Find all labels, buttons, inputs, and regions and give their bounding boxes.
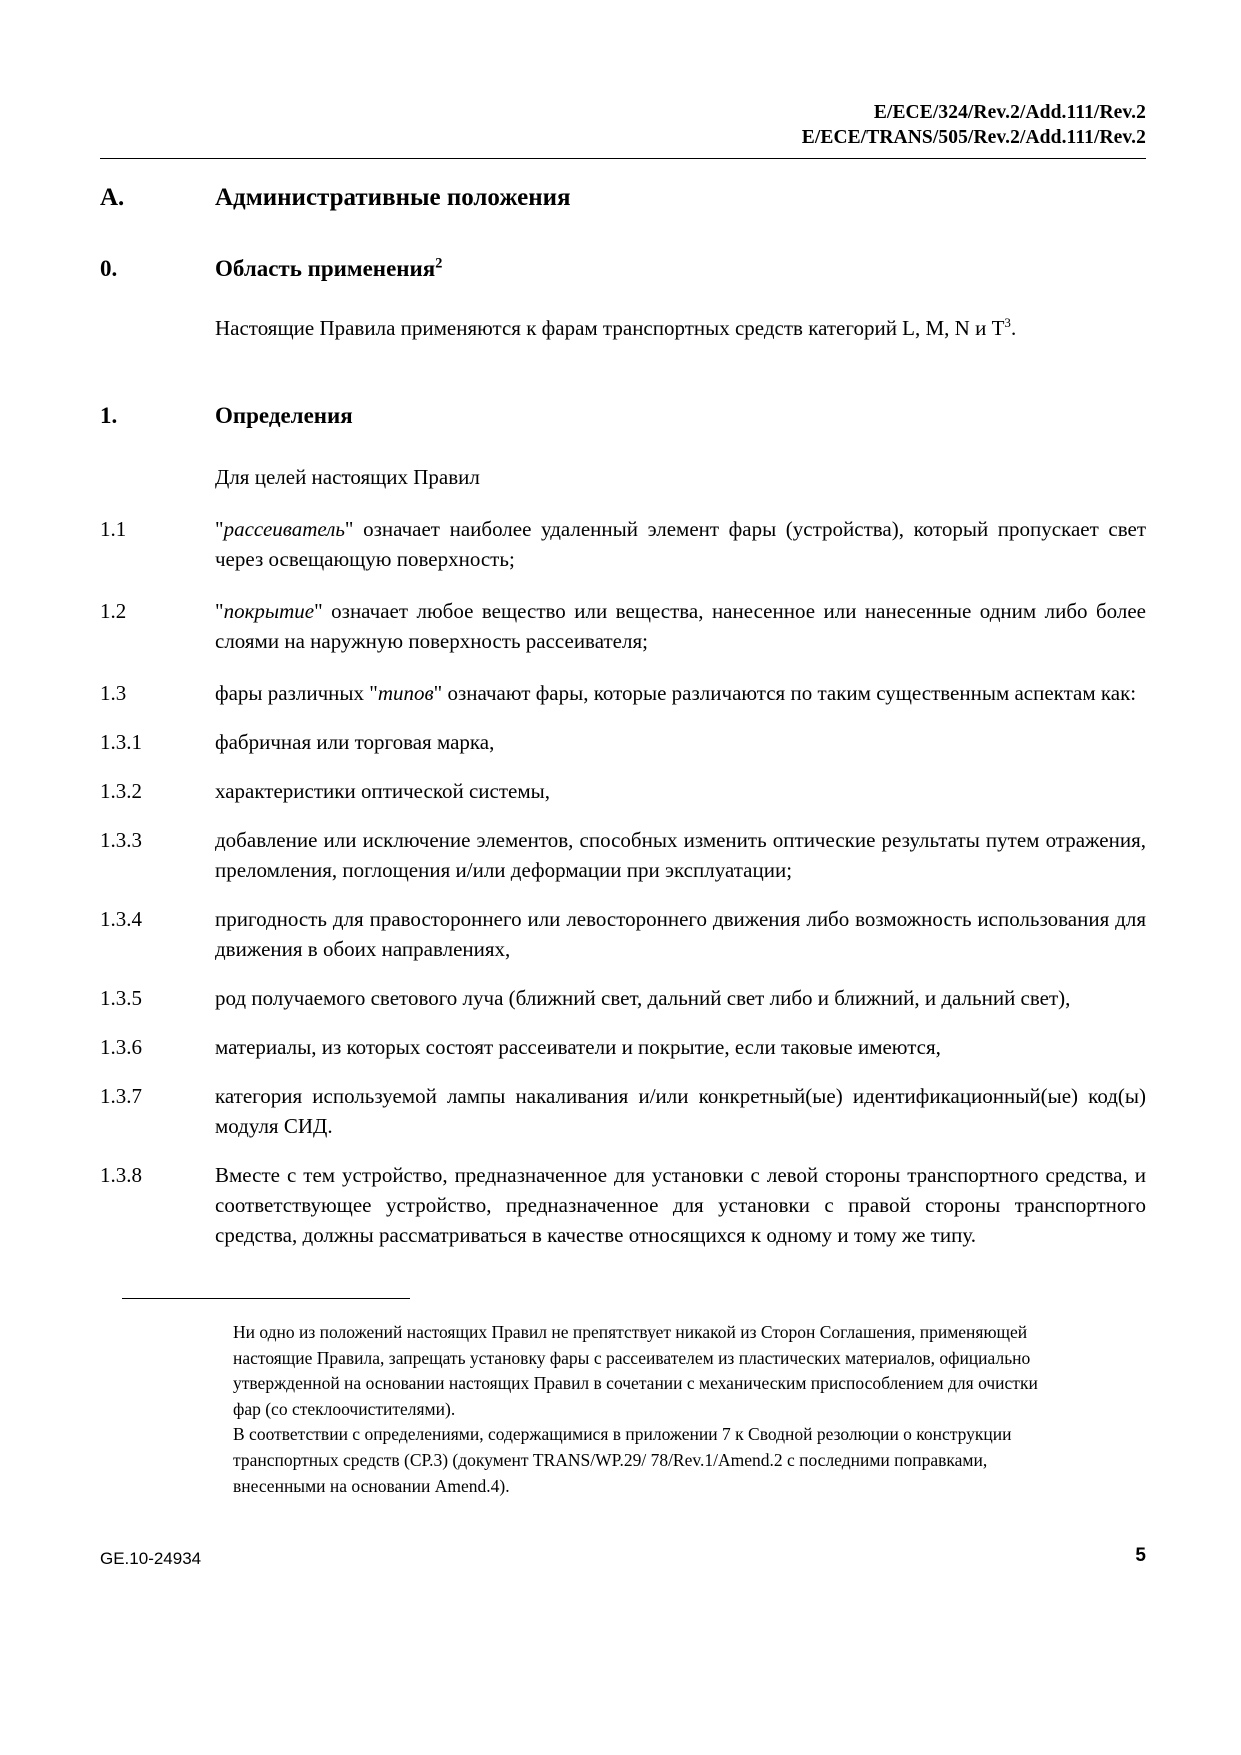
definition-item-body: категория используемой лампы накаливания и/или конкретный(ые) идентификационный(ые) код(ы) модуля СИД. bbox=[215, 1084, 1146, 1138]
heading-section-0-number: 0. bbox=[100, 256, 118, 281]
definition-item bbox=[100, 983, 1146, 1013]
definition-item-body: род получаемого светового луча (ближний свет, дальний свет либо и ближний, и дальний свет), bbox=[215, 986, 1071, 1010]
definitions-list bbox=[100, 514, 1146, 1250]
definition-item-body: " означает любое вещество или вещества, нанесенное или нанесенные одним либо более слоями на наружную поверхность рассеивателя; bbox=[215, 599, 1146, 653]
definition-item-text bbox=[215, 1081, 1146, 1141]
definition-item-number: 1.3.1 bbox=[100, 730, 142, 754]
definition-item bbox=[100, 596, 1146, 656]
definition-item-text bbox=[215, 514, 1146, 574]
definition-item-number: 1.3 bbox=[100, 681, 127, 705]
definition-item-body: " означает наиболее удаленный элемент фары (устройства), который пропускает свет через освещающую поверхность; bbox=[215, 517, 1146, 571]
footnote-2: В соответствии с определениями, содержащимися в приложении 7 к Сводной резолюции о конструкции транспортных средств (СР.3) (документ TRANS/WP.29/ 78/Rev.1/Amend.2 с последними поправками, внесенными на основании Amend.4). bbox=[233, 1424, 1012, 1496]
header-symbol-line-1: E/ECE/324/Rev.2/Add.111/Rev.2 bbox=[873, 102, 1146, 123]
heading-section-a-title: Административные положения bbox=[215, 184, 571, 211]
running-header bbox=[100, 100, 1146, 150]
definition-item-number: 1.3.6 bbox=[100, 1035, 142, 1059]
definition-item-number: 1.3.7 bbox=[100, 1084, 142, 1108]
heading-section-1 bbox=[100, 400, 1146, 432]
definition-item-body: добавление или исключение элементов, способных изменить оптические результаты путем отражения, преломления, поглощения и/или деформации при эксплуатации; bbox=[215, 828, 1146, 882]
definition-item-term: рассеиватель bbox=[223, 517, 345, 541]
definition-item-text bbox=[215, 825, 1146, 885]
heading-section-0-title-text: Область применения bbox=[215, 256, 436, 281]
definition-item-text bbox=[215, 596, 1146, 656]
footnote-block bbox=[233, 1320, 1061, 1499]
header-divider bbox=[100, 158, 1146, 159]
footer-document-code: GE.10-24934 bbox=[100, 1549, 202, 1568]
definition-item-body: пригодность для правостороннего или левостороннего движения либо возможность использования для движения в обоих направлениях, bbox=[215, 907, 1146, 961]
definition-item-body: характеристики оптической системы, bbox=[215, 779, 550, 803]
definition-item-text bbox=[215, 1032, 1146, 1062]
definition-item-number: 1.3.3 bbox=[100, 828, 142, 852]
definition-item-text bbox=[215, 776, 1146, 806]
definition-item-body: материалы, из которых состоят рассеиватели и покрытие, если таковые имеются, bbox=[215, 1035, 941, 1059]
footnote-1: Ни одно из положений настоящих Правил не препятствует никакой из Сторон Соглашения, применяющей настоящие Правила, запрещать установку фары с рассеивателем из пластических материалов, официально утвержденной на основании настоящих Правил в сочетании с механическим приспособлением для очистки фар (со стеклоочистителями). bbox=[233, 1322, 1038, 1419]
definition-item bbox=[100, 1032, 1146, 1062]
definition-item-term: покрытие bbox=[223, 599, 315, 623]
heading-section-a bbox=[100, 181, 1146, 215]
paragraph-scope-text bbox=[215, 313, 1146, 343]
definition-item bbox=[100, 904, 1146, 964]
header-symbol-line-2: E/ECE/TRANS/505/Rev.2/Add.111/Rev.2 bbox=[801, 127, 1146, 148]
footnote-marker-2: 2 bbox=[435, 255, 443, 272]
footnote-marker-3: 3 bbox=[1004, 315, 1011, 330]
definition-item-body: Вместе с тем устройство, предназначенное для установки с левой стороны транспортного средства, и соответствующее устройство, предназначенное для установки с правой стороны транспортного средства, должны рассматриваться в качестве относящихся к одному и тому же типу. bbox=[215, 1163, 1146, 1247]
footnote-divider bbox=[122, 1298, 410, 1299]
heading-section-1-title: Определения bbox=[215, 403, 353, 428]
definition-item-body: " означают фары, которые различаются по таким существенным аспектам как: bbox=[433, 681, 1137, 705]
definition-item-prefix: " bbox=[215, 599, 224, 623]
definition-item-text bbox=[215, 983, 1146, 1013]
heading-section-a-number: A. bbox=[100, 184, 125, 211]
definition-item-term: типов bbox=[377, 681, 434, 705]
heading-section-0 bbox=[100, 253, 1146, 285]
paragraph-definitions-lead bbox=[100, 462, 1146, 492]
definition-item-prefix: фары различных " bbox=[215, 681, 378, 705]
heading-section-0-title bbox=[215, 253, 1146, 285]
paragraph-scope-part1: Настоящие Правила применяются к фарам транспортных средств категорий L, M, N и T bbox=[215, 316, 1005, 340]
paragraph-definitions-lead-text: Для целей настоящих Правил bbox=[215, 465, 480, 489]
definition-item bbox=[100, 514, 1146, 574]
definition-item-prefix: " bbox=[215, 517, 224, 541]
paragraph-scope bbox=[100, 313, 1146, 343]
definition-item-number: 1.3.2 bbox=[100, 779, 142, 803]
definition-item-number: 1.3.8 bbox=[100, 1163, 142, 1187]
definition-item-text bbox=[215, 727, 1146, 757]
definition-item-text bbox=[215, 678, 1146, 708]
definition-item bbox=[100, 825, 1146, 885]
definition-item-number: 1.3.5 bbox=[100, 986, 142, 1010]
footer-page-number: 5 bbox=[1135, 1545, 1146, 1566]
heading-section-1-number: 1. bbox=[100, 403, 118, 428]
definition-item-number: 1.2 bbox=[100, 599, 127, 623]
paragraph-scope-part2: . bbox=[1010, 316, 1017, 340]
definition-item-text bbox=[215, 1160, 1146, 1250]
definition-item-number: 1.3.4 bbox=[100, 907, 142, 931]
document-body bbox=[100, 175, 1146, 1250]
definition-item-number: 1.1 bbox=[100, 517, 127, 541]
definition-item bbox=[100, 1081, 1146, 1141]
definition-item bbox=[100, 776, 1146, 806]
definition-item bbox=[100, 678, 1146, 708]
definition-item-text bbox=[215, 904, 1146, 964]
definition-item-body: фабричная или торговая марка, bbox=[215, 730, 495, 754]
definition-item bbox=[100, 727, 1146, 757]
definition-item bbox=[100, 1160, 1146, 1250]
